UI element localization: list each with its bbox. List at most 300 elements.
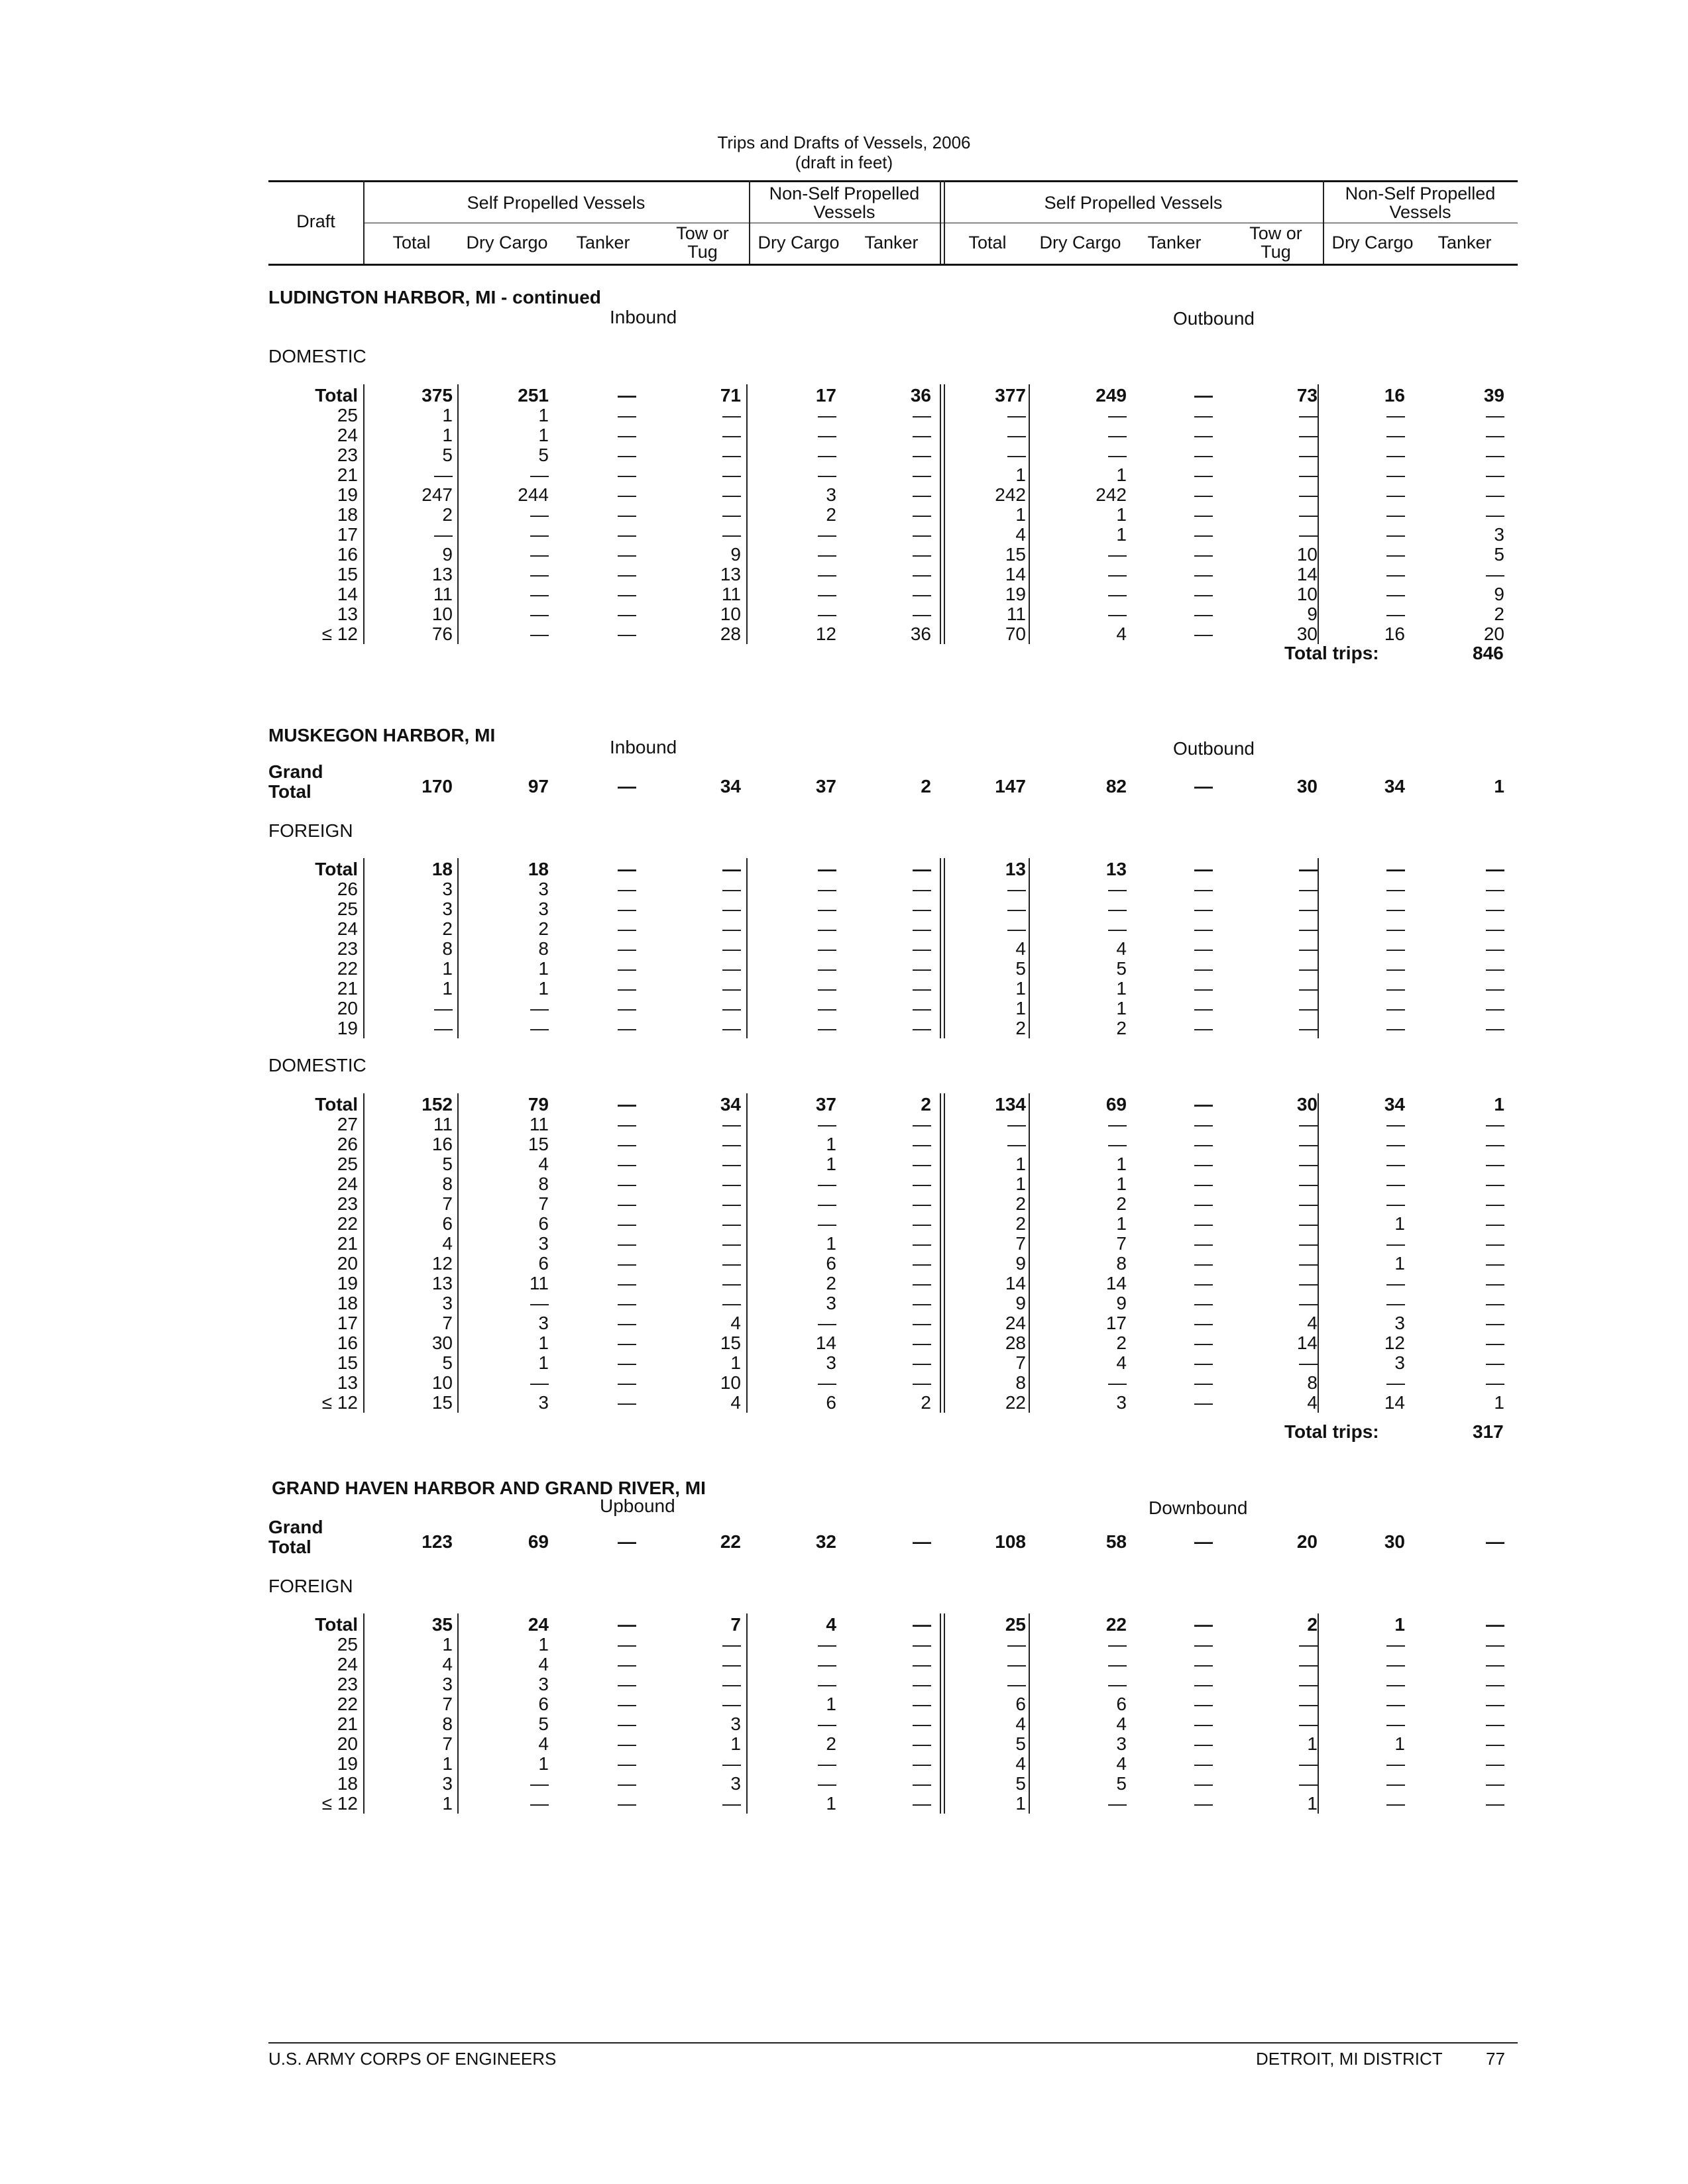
table-cell: — <box>722 1174 741 1194</box>
table-cell: — <box>913 1714 931 1734</box>
table-cell: 24 <box>1005 1313 1026 1333</box>
grand-total-cell: 37 <box>815 776 836 796</box>
column-rule <box>1029 1093 1030 1413</box>
table-cell: 1 <box>1394 1733 1405 1754</box>
table-cell: — <box>913 958 931 979</box>
table-cell: — <box>722 958 741 979</box>
table-cell: — <box>1486 1674 1504 1694</box>
table-cell: 5 <box>442 1154 453 1174</box>
total-trips-label: Total trips: <box>1284 643 1379 663</box>
table-cell: 4 <box>1307 1392 1318 1413</box>
grand-total-cell: 108 <box>995 1531 1026 1552</box>
table-cell: — <box>618 998 636 1018</box>
table-cell: — <box>913 1733 931 1754</box>
table-cell: — <box>722 484 741 505</box>
table-cell: — <box>1486 1634 1504 1655</box>
column-rule <box>940 1613 945 1814</box>
table-cell: — <box>530 464 549 485</box>
table-cell: — <box>913 1018 931 1038</box>
table-cell: 39 <box>1483 385 1504 406</box>
column-rule <box>457 1613 459 1814</box>
table-cell: — <box>913 1372 931 1393</box>
table-cell: — <box>722 899 741 919</box>
table-cell: 4 <box>730 1392 741 1413</box>
grand-total-label: Grand Total <box>268 761 323 802</box>
table-cell: 7 <box>442 1733 453 1754</box>
grand-total-label: Grand Total <box>268 1517 323 1557</box>
table-cell: — <box>1386 564 1405 584</box>
table-cell: — <box>1486 405 1504 425</box>
row-draft-label: 20 <box>337 1733 358 1754</box>
table-cell: — <box>1108 1114 1127 1134</box>
table-cell: — <box>1386 1634 1405 1655</box>
table-cell: 17 <box>815 385 836 406</box>
table-cell: 3 <box>826 1352 836 1373</box>
table-cell: — <box>913 1694 931 1714</box>
table-cell: — <box>818 445 836 465</box>
table-cell: — <box>1386 859 1405 879</box>
table-cell: — <box>618 978 636 999</box>
table-cell: — <box>618 624 636 644</box>
table-cell: — <box>530 1773 549 1794</box>
table-cell: — <box>913 405 931 425</box>
table-cell: — <box>1386 1654 1405 1674</box>
table-cell: 7 <box>730 1614 741 1635</box>
table-cell: — <box>1386 405 1405 425</box>
table-cell: 15 <box>1005 544 1026 565</box>
table-cell: — <box>618 938 636 959</box>
table-cell: — <box>1194 1213 1213 1234</box>
table-cell: 1 <box>1116 524 1127 545</box>
table-cell: 4 <box>1116 1753 1127 1774</box>
table-cell: 12 <box>815 624 836 644</box>
header-col-tanker-3: Tanker <box>1147 233 1202 252</box>
table-cell: — <box>1299 1753 1318 1774</box>
table-cell: 4 <box>442 1233 453 1254</box>
table-cell: — <box>1386 958 1405 979</box>
table-cell: 1 <box>1307 1793 1318 1814</box>
table-cell: — <box>1194 405 1213 425</box>
row-draft-label: 13 <box>337 1372 358 1393</box>
table-cell: — <box>1486 1773 1504 1794</box>
table-cell: — <box>618 1392 636 1413</box>
table-cell: — <box>1299 918 1318 939</box>
table-cell: — <box>722 524 741 545</box>
table-cell: — <box>1386 445 1405 465</box>
table-cell: — <box>618 425 636 445</box>
grand-total-cell: 58 <box>1105 1531 1127 1552</box>
table-cell: — <box>1486 958 1504 979</box>
table-cell: 5 <box>442 1352 453 1373</box>
table-cell: — <box>1386 879 1405 899</box>
table-cell: — <box>1486 1213 1504 1234</box>
table-cell: 4 <box>442 1654 453 1674</box>
table-cell: — <box>1386 1134 1405 1154</box>
table-cell: — <box>1108 1634 1127 1655</box>
column-rule <box>746 384 748 644</box>
table-cell: — <box>618 1352 636 1373</box>
grand-total-cell: 2 <box>921 776 931 796</box>
row-draft-label: 16 <box>337 1333 358 1353</box>
table-cell: — <box>1108 604 1127 624</box>
table-cell: 4 <box>826 1614 836 1635</box>
row-draft-label: 19 <box>337 484 358 505</box>
table-cell: — <box>530 1293 549 1313</box>
row-draft-label: 23 <box>337 1193 358 1214</box>
table-cell: 11 <box>1006 604 1026 624</box>
table-cell: — <box>722 1213 741 1234</box>
table-cell: — <box>913 1114 931 1134</box>
table-cell: — <box>618 564 636 584</box>
table-cell: 244 <box>518 484 549 505</box>
table-cell: — <box>1486 425 1504 445</box>
table-cell: 2 <box>1015 1193 1026 1214</box>
table-cell: 34 <box>720 1094 741 1115</box>
table-cell: — <box>1194 1193 1213 1214</box>
table-cell: 1 <box>1494 1094 1504 1115</box>
row-draft-label: 23 <box>337 938 358 959</box>
column-rule <box>940 384 945 644</box>
table-title-line1: Trips and Drafts of Vessels, 2006 <box>717 133 971 152</box>
table-cell: 5 <box>1494 544 1504 565</box>
column-rule <box>746 1093 748 1413</box>
table-cell: — <box>1386 504 1405 525</box>
table-cell: — <box>913 859 931 879</box>
upbound-label: Upbound <box>600 1496 675 1516</box>
table-cell: — <box>530 1793 549 1814</box>
row-draft-label: 18 <box>337 504 358 525</box>
table-cell: 1 <box>730 1733 741 1754</box>
column-rule <box>363 1613 365 1814</box>
table-cell: — <box>1486 859 1504 879</box>
table-cell: — <box>1486 1273 1504 1293</box>
table-cell: — <box>818 1753 836 1774</box>
table-cell: — <box>913 1154 931 1174</box>
table-cell: — <box>618 1134 636 1154</box>
column-rule <box>1318 1093 1319 1413</box>
table-cell: 9 <box>1116 1293 1127 1313</box>
table-cell: 4 <box>1015 524 1026 545</box>
table-cell: 2 <box>1116 1193 1127 1214</box>
table-cell: — <box>1486 938 1504 959</box>
table-cell: — <box>1386 1293 1405 1313</box>
row-draft-label: 21 <box>337 978 358 999</box>
table-cell: — <box>530 998 549 1018</box>
table-cell: 1 <box>1116 464 1127 485</box>
table-cell: — <box>618 1253 636 1274</box>
table-cell: 3 <box>538 1233 549 1254</box>
table-cell: — <box>1194 1674 1213 1694</box>
table-cell: — <box>1299 1273 1318 1293</box>
table-cell: — <box>1108 544 1127 565</box>
table-cell: 2 <box>1116 1018 1127 1038</box>
header-col-total-1: Total <box>392 233 431 252</box>
table-cell: 3 <box>1494 524 1504 545</box>
table-cell: — <box>818 1018 836 1038</box>
grand-total-cell: 34 <box>1384 776 1405 796</box>
table-cell: — <box>1486 918 1504 939</box>
table-cell: — <box>722 1694 741 1714</box>
table-cell: — <box>618 1333 636 1353</box>
table-cell: — <box>1194 998 1213 1018</box>
table-cell: 6 <box>538 1694 549 1714</box>
table-cell: — <box>1486 1233 1504 1254</box>
table-cell: — <box>618 859 636 879</box>
table-cell: — <box>618 464 636 485</box>
row-draft-label: 21 <box>337 1233 358 1254</box>
table-cell: — <box>722 1233 741 1254</box>
table-cell: — <box>1108 1134 1127 1154</box>
table-cell: 242 <box>995 484 1026 505</box>
table-cell: — <box>1194 524 1213 545</box>
table-cell: — <box>530 504 549 525</box>
table-cell: — <box>913 604 931 624</box>
table-cell: — <box>1194 1753 1213 1774</box>
table-cell: 1 <box>826 1134 836 1154</box>
table-cell: — <box>1386 1753 1405 1774</box>
table-cell: — <box>1194 1634 1213 1655</box>
table-cell: — <box>1486 1313 1504 1333</box>
table-cell: — <box>818 879 836 899</box>
table-cell: 3 <box>730 1714 741 1734</box>
table-cell: — <box>1299 425 1318 445</box>
table-cell: 1 <box>538 1634 549 1655</box>
table-cell: — <box>913 445 931 465</box>
table-cell: — <box>722 978 741 999</box>
table-cell: 17 <box>1105 1313 1127 1333</box>
table-cell: 3 <box>826 1293 836 1313</box>
table-cell: — <box>1108 918 1127 939</box>
table-cell: 1 <box>1394 1213 1405 1234</box>
table-cell: 1 <box>1116 1154 1127 1174</box>
table-cell: — <box>1386 1714 1405 1734</box>
table-cell: — <box>1194 1614 1213 1635</box>
row-draft-label: 19 <box>337 1753 358 1774</box>
table-cell: — <box>722 425 741 445</box>
table-cell: — <box>1194 1333 1213 1353</box>
table-cell: — <box>818 604 836 624</box>
table-cell: 11 <box>529 1273 549 1293</box>
table-cell: 1 <box>538 1753 549 1774</box>
table-cell: — <box>1299 998 1318 1018</box>
table-cell: 35 <box>431 1614 453 1635</box>
table-cell: — <box>618 484 636 505</box>
table-cell: 1 <box>538 425 549 445</box>
column-rule <box>940 858 945 1038</box>
table-cell: — <box>1194 1372 1213 1393</box>
table-cell: — <box>1486 1694 1504 1714</box>
table-cell: — <box>618 1714 636 1734</box>
table-cell: — <box>1386 425 1405 445</box>
table-cell: 13 <box>431 1273 453 1293</box>
row-draft-label: 25 <box>337 899 358 919</box>
table-cell: — <box>722 938 741 959</box>
table-cell: — <box>618 1154 636 1174</box>
table-cell: — <box>1194 1114 1213 1134</box>
grand-total-cell: 22 <box>720 1531 741 1552</box>
table-cell: 4 <box>1015 1753 1026 1774</box>
table-cell: — <box>913 1313 931 1333</box>
table-cell: — <box>1386 1018 1405 1038</box>
table-cell: — <box>1299 445 1318 465</box>
table-cell: — <box>1486 1253 1504 1274</box>
table-cell: — <box>722 1753 741 1774</box>
header-col-dry-cargo-4: Dry Cargo <box>1331 233 1414 252</box>
total-trips-value: 846 <box>1473 643 1504 663</box>
header-col-tanker-1: Tanker <box>576 233 630 252</box>
table-cell: — <box>1486 899 1504 919</box>
table-cell: — <box>913 899 931 919</box>
row-draft-label: 13 <box>337 604 358 624</box>
table-cell: — <box>1299 1018 1318 1038</box>
table-cell: — <box>1194 938 1213 959</box>
table-cell: 4 <box>1015 938 1026 959</box>
row-draft-label: 15 <box>337 564 358 584</box>
table-cell: — <box>913 938 931 959</box>
table-cell: — <box>434 464 453 485</box>
table-cell: 247 <box>422 484 453 505</box>
table-cell: 2 <box>826 1733 836 1754</box>
table-cell: — <box>618 1213 636 1234</box>
table-cell: 2 <box>826 504 836 525</box>
table-cell: — <box>1486 1114 1504 1134</box>
table-cell: 1 <box>1394 1253 1405 1274</box>
table-cell: 8 <box>442 1714 453 1734</box>
table-cell: — <box>722 1293 741 1313</box>
table-cell: — <box>722 1253 741 1274</box>
table-cell: — <box>1386 604 1405 624</box>
table-cell: 1 <box>538 958 549 979</box>
table-cell: — <box>722 879 741 899</box>
table-cell: 3 <box>730 1773 741 1794</box>
table-cell: 6 <box>538 1253 549 1274</box>
table-cell: — <box>1194 879 1213 899</box>
table-cell: — <box>1386 1174 1405 1194</box>
total-trips-value: 317 <box>1473 1421 1504 1442</box>
table-cell: 7 <box>442 1694 453 1714</box>
table-cell: — <box>1194 445 1213 465</box>
table-cell: — <box>913 879 931 899</box>
table-cell: 4 <box>1116 624 1127 644</box>
table-cell: 12 <box>1384 1333 1405 1353</box>
table-cell: — <box>618 1654 636 1674</box>
block-label: DOMESTIC <box>268 1055 366 1075</box>
table-cell: — <box>1386 464 1405 485</box>
table-cell: 9 <box>1015 1253 1026 1274</box>
table-cell: — <box>1299 504 1318 525</box>
table-cell: — <box>1194 958 1213 979</box>
table-cell: 3 <box>538 879 549 899</box>
table-cell: — <box>1299 879 1318 899</box>
table-cell: 3 <box>1116 1392 1127 1413</box>
table-cell: — <box>1386 918 1405 939</box>
table-cell: — <box>1194 1253 1213 1274</box>
table-cell: — <box>913 1634 931 1655</box>
table-cell: 2 <box>538 918 549 939</box>
table-cell: — <box>530 604 549 624</box>
table-cell: 8 <box>442 938 453 959</box>
table-cell: — <box>722 918 741 939</box>
row-draft-label: 20 <box>337 998 358 1018</box>
table-cell: — <box>1299 1293 1318 1313</box>
table-cell: — <box>1007 1674 1026 1694</box>
table-cell: — <box>818 1174 836 1194</box>
footer-right: DETROIT, MI DISTRICT <box>1256 2049 1443 2069</box>
row-draft-label: 17 <box>337 1313 358 1333</box>
table-cell: 1 <box>1015 978 1026 999</box>
table-cell: 4 <box>1307 1313 1318 1333</box>
row-draft-label: 26 <box>337 879 358 899</box>
table-cell: — <box>1386 1114 1405 1134</box>
table-cell: — <box>722 1018 741 1038</box>
table-cell: — <box>1108 564 1127 584</box>
table-cell: — <box>1194 1773 1213 1794</box>
grand-total-cell: — <box>1486 1531 1504 1552</box>
table-cell: — <box>1386 544 1405 565</box>
column-rule <box>457 1093 459 1413</box>
row-draft-label: 19 <box>337 1018 358 1038</box>
column-rule <box>363 384 365 644</box>
table-cell: 11 <box>433 584 453 604</box>
table-cell: — <box>1299 1634 1318 1655</box>
table-cell: — <box>722 1273 741 1293</box>
table-cell: — <box>1299 938 1318 959</box>
table-cell: — <box>722 1134 741 1154</box>
table-cell: 7 <box>538 1193 549 1214</box>
table-cell: 12 <box>431 1253 453 1274</box>
table-cell: — <box>818 859 836 879</box>
column-rule <box>363 1093 365 1413</box>
table-cell: — <box>1299 958 1318 979</box>
table-cell: — <box>1194 1714 1213 1734</box>
table-cell: — <box>618 1174 636 1194</box>
table-cell: — <box>913 1793 931 1814</box>
table-cell: 2 <box>1015 1018 1026 1038</box>
table-cell: — <box>1299 405 1318 425</box>
row-draft-label: 20 <box>337 1253 358 1274</box>
table-cell: 3 <box>442 899 453 919</box>
table-cell: 1 <box>1116 978 1127 999</box>
table-cell: — <box>1299 1213 1318 1234</box>
table-cell: — <box>530 564 549 584</box>
table-cell: 5 <box>538 445 549 465</box>
table-cell: — <box>722 1793 741 1814</box>
table-cell: — <box>818 524 836 545</box>
table-cell: — <box>913 1753 931 1774</box>
grand-total-cell: 30 <box>1384 1531 1405 1552</box>
column-rule <box>746 1613 748 1814</box>
table-cell: — <box>913 504 931 525</box>
table-cell: — <box>818 405 836 425</box>
table-cell: — <box>1194 584 1213 604</box>
table-cell: — <box>1486 1154 1504 1174</box>
row-draft-label: 22 <box>337 1694 358 1714</box>
table-cell: 1 <box>1394 1614 1405 1635</box>
table-cell: 7 <box>442 1313 453 1333</box>
table-cell: — <box>1108 405 1127 425</box>
table-cell: 249 <box>1096 385 1127 406</box>
table-cell: 22 <box>1005 1392 1026 1413</box>
table-cell: — <box>1007 1134 1026 1154</box>
table-cell: 3 <box>1116 1733 1127 1754</box>
table-cell: 4 <box>538 1154 549 1174</box>
row-draft-label: 17 <box>337 524 358 545</box>
table-cell: — <box>1194 504 1213 525</box>
table-cell: — <box>618 1753 636 1774</box>
table-cell: 3 <box>538 1313 549 1333</box>
table-cell: — <box>1486 879 1504 899</box>
header-col-tow-tug-3: Tow or Tug <box>1249 223 1302 262</box>
